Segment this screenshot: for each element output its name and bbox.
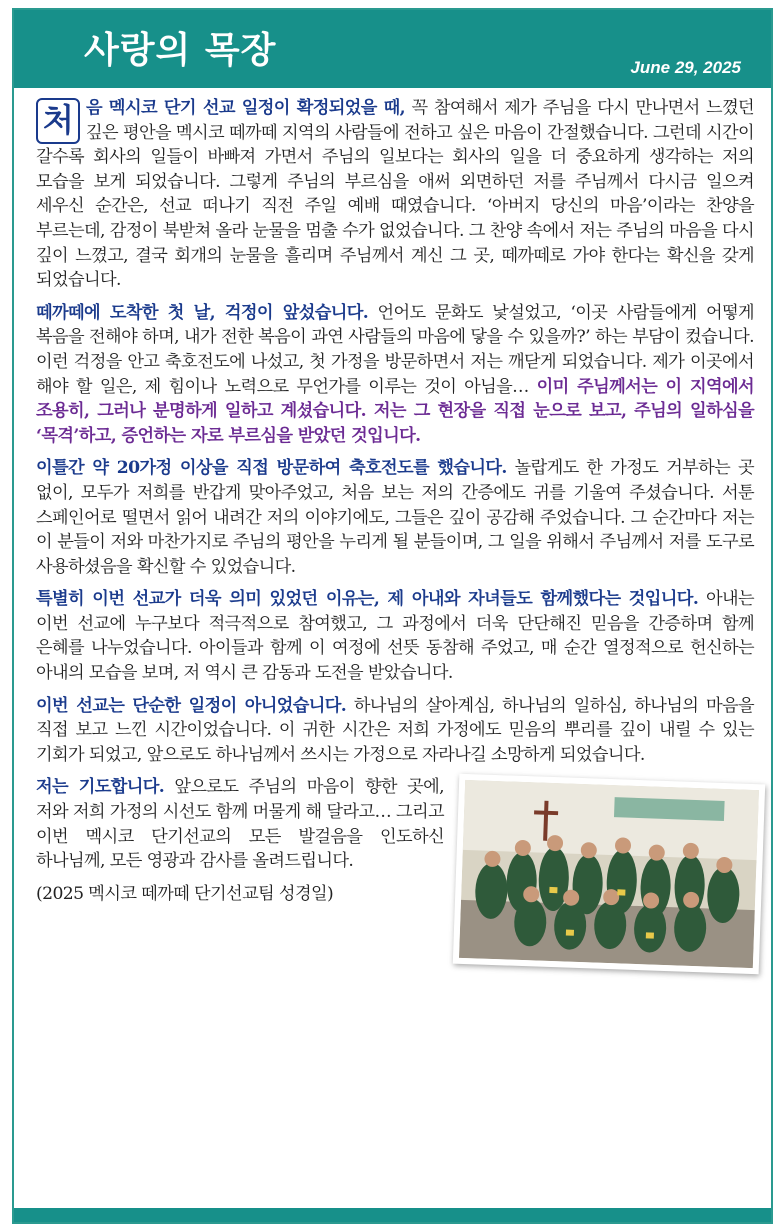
paragraph-1 [36,96,754,293]
paragraph-2-lead: 떼까떼에 도착한 첫 날, 걱정이 앞섰습니다. [36,302,369,323]
newsletter-page [12,8,773,1224]
paragraph-1-lead: 음 멕시코 단기 선교 일정이 확정되었을 때, [86,98,406,118]
paragraph-5-lead: 이번 선교는 단순한 일정이 아니었습니다. [36,695,347,716]
paragraph-2-body: 언어도 문화도 낯설었고, ‘이곳 사람들에게 어떻게 복음을 전해야 하며, 내가 전한 복음이 과연 사람들의 마음에 닿을 수 있을까?’ 하는 부담이 컸습니다. 이런 걱정을 안고 축호전도에 나섰고, 첫 가정을 방문하면서 저는 깨닫게 되었습니다. 제가 이곳에서 해야 할 일은, 제 힘이나 노력으로 무언가를 이루는 것이 아님을… [36,302,754,397]
paragraph-3-body: 놀랍게도 한 가정도 거부하는 곳 없이, 모두가 저희를 반갑게 맞아주었고, 처음 보는 저의 간증에도 귀를 기울여 주셨습니다. 서툰 스페인어로 떨면서 읽어 내려간 저의 이야기에도, 그들은 깊이 공감해 주었습니다. 그 순간마다 저는 이 분들이 저와 마찬가지로 주님의 평안을 누리게 될 분들이며, 그 일을 위해서 주님께서 저를 도구로 사용하셨음을 확신할 수 있었습니다. [36,458,754,577]
paragraph-4-lead: 특별히 이번 선교가 더욱 의미 있었던 이유는, 제 아내와 자녀들도 함께했다는 것입니다. [36,589,699,610]
paragraph-2 [36,301,754,449]
paragraph-4 [36,587,754,685]
paragraph-6-body: 앞으로도 주님의 마음이 향한 곳에, 저와 저희 가정의 시선도 함께 머물게 해 달라고… 그리고 이번 멕시코 단기선교의 모든 발걸음을 인도하신 하나님께, 모든 영광과 감사를 올려드립니다. [36,777,444,872]
paragraph-2-emphasis: 이미 주님께서는 이 지역에서 조용히, 그러나 분명하게 일하고 계셨습니다. 저는 그 현장을 직접 눈으로 보고, 주님의 일하심을 ‘목격’하고, 증언하는 자로 부르심을 받았던 것입니다. [36,376,754,446]
paragraph-5 [36,694,754,768]
paragraph-6-lead: 저는 기도합니다. [36,777,165,798]
issue-date: June 29, 2025 [630,58,741,77]
paragraph-3 [36,456,754,579]
paragraph-4-body: 아내는 이번 선교에 누구보다 적극적으로 참여했고, 그 과정에서 더욱 단단해진 믿음을 간증하며 함께 은혜를 나누었습니다. 아이들과 함께 이 여정에 선뜻 동참해 주었고, 매 순간 열정적으로 헌신하는 아내의 모습을 보며, 저 역시 큰 감동과 도전을 받았습니다. [36,589,754,684]
group-photo-frame [453,774,765,975]
paragraph-5-body: 하나님의 살아계심, 하나님의 일하심, 하나님의 마음을 직접 보고 느낀 시간이었습니다. 이 귀한 시간은 저희 가정에도 믿음의 뿌리를 깊이 내릴 수 있는 기회가 되었고, 앞으로도 하나님께서 쓰시는 가정으로 자라나길 소망하게 되었습니다. [36,695,754,765]
footer-bar [14,1208,771,1222]
article-body [36,96,754,969]
header-banner [14,10,771,88]
page-title: 사랑의 목장 [84,30,277,71]
signature: (2025 멕시코 떼까떼 단기선교팀 성경일) [36,883,334,904]
drop-cap: 처 [36,98,80,144]
group-photo [459,780,759,968]
paragraph-1-body: 꼭 참여해서 제가 주님을 다시 만나면서 느꼈던 깊은 평안을 멕시코 떼까떼 지역의 사람들에 전하고 싶은 마음이 간절했습니다. 그런데 시간이 갈수록 회사의 일들이 바빠져 가면서 주님의 일보다는 회사의 일을 더 중요하게 생각하는 저의 모습을 보게 되었습니다. 그렇게 주님의 부르심을 애써 외면하던 저를 주님께서 다시금 일으켜 세우신 순간은, 선교 떠나기 직전 주일 예배 때였습니다. ‘아버지 당신의 마음’이라는 찬양을 부르는데, 감정이 북받쳐 올라 눈물을 멈출 수가 없었습니다. 그 찬양 속에서 저는 주님의 마음을 다시 깊이 느꼈고, 결국 회개의 눈물을 흘리며 주님께서 계신 그 곳, 떼까떼로 가야 한다는 확신을 갖게 되었습니다. [36,98,754,291]
paragraph-3-lead: 이틀간 약 20가정 이상을 직접 방문하여 축호전도를 했습니다. [36,458,507,479]
